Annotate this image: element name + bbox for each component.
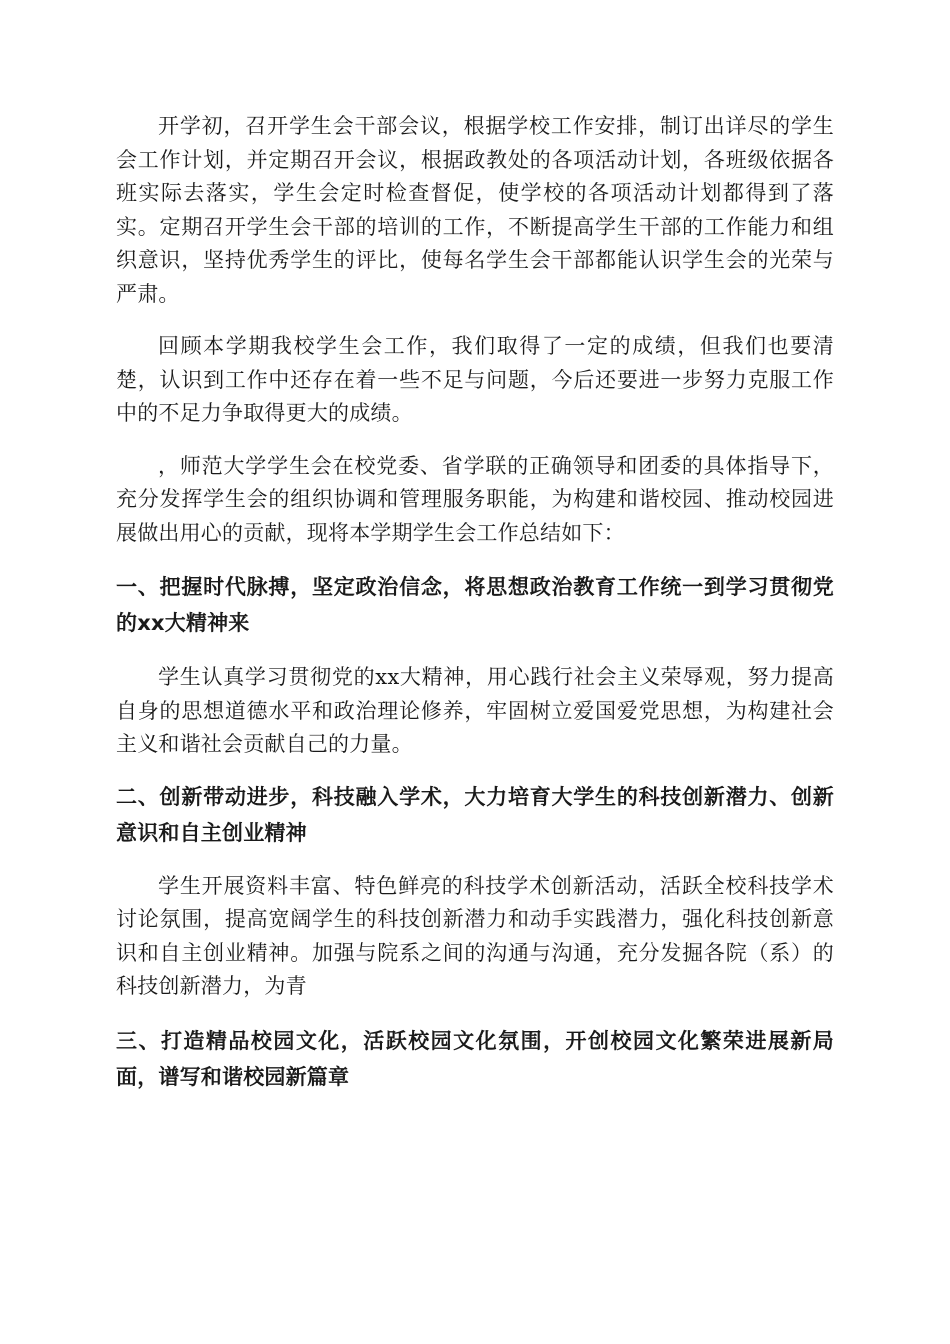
paragraph-political-study: 学生认真学习贯彻党的xx大精神，用心践行社会主义荣辱观，努力提高自身的思想道德水平和政治理论修养，牢固树立爱国爱党思想，为构建社会主义和谐社会贡献自己的力量。 <box>116 665 834 756</box>
section-heading-3: 三、打造精品校园文化，活跃校园文化氛围，开创校园文化繁荣进展新局面，谱写和谐校园新篇章 <box>116 1028 834 1089</box>
document-page <box>116 110 834 1114</box>
section-heading-1: 一、把握时代脉搏，坚定政治信念，将思想政治教育工作统一到学习贯彻党的xx大精神来 <box>116 575 834 635</box>
paragraph-work-plan: 开学初，召开学生会干部会议，根据学校工作安排，制订出详尽的学生会工作计划，并定期召开会议，根据政教处的各项活动计划，各班级依据各班实际去落实，学生会定时检查督促，使学校的各项活动计划都得到了落实。定期召开学生会干部的培训的工作，不断提高学生干部的工作能力和组织意识，坚持优秀学生的评比，使每名学生会干部都能认识学生会的光荣与严肃。 <box>116 114 834 306</box>
paragraph-tech-innovation: 学生开展资料丰富、特色鲜亮的科技学术创新活动，活跃全校科技学术讨论氛围，提高宽阔学生的科技创新潜力和动手实践潜力，强化科技创新意识和自主创业精神。加强与院系之间的沟通与沟通，充分发掘各院（系）的科技创新潜力，为青 <box>116 873 834 998</box>
paragraph-introduction: ，师范大学学生会在校党委、省学联的正确领导和团委的具体指导下，充分发挥学生会的组织协调和管理服务职能，为构建和谐校园、推动校园进展做出用心的贡献，现将本学期学生会工作总结如下： <box>116 453 834 545</box>
paragraph-review: 回顾本学期我校学生会工作，我们取得了一定的成绩，但我们也要清楚，认识到工作中还存在着一些不足与问题，今后还要进一步努力克服工作中的不足力争取得更大的成绩。 <box>116 334 834 425</box>
section-heading-2: 二、创新带动进步，科技融入学术，大力培育大学生的科技创新潜力、创新意识和自主创业精神 <box>116 784 834 845</box>
